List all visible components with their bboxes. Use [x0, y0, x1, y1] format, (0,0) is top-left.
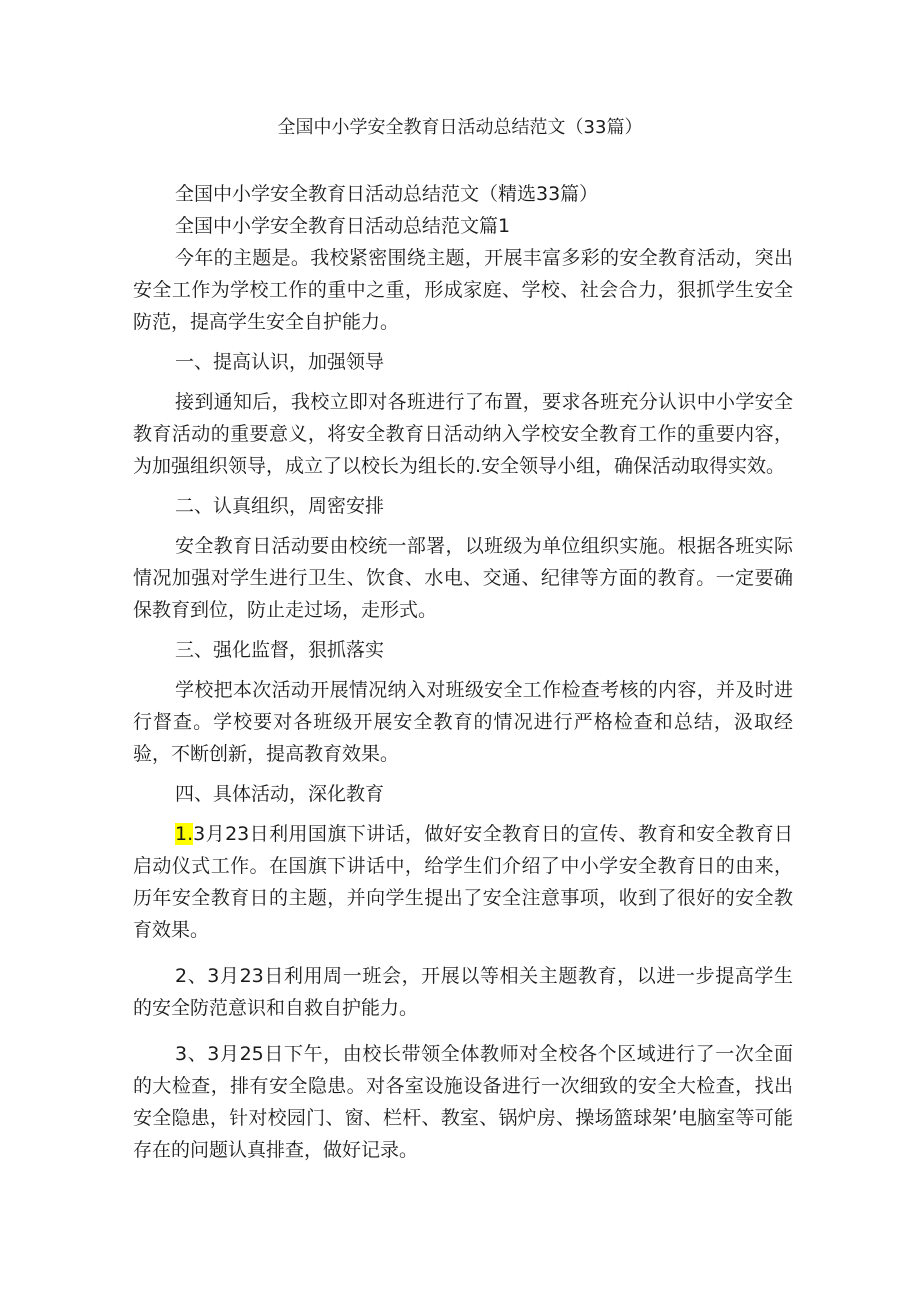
paragraph-intro: 今年的主题是。我校紧密围绕主题，开展丰富多彩的安全教育活动，突出安全工作为学校工作的重中之重，形成家庭、学校、社会合力，狠抓学生安全防范，提高学生安全自护能力。	[133, 247, 793, 333]
heading-one: 一、提高认识，加强领导	[175, 351, 385, 373]
list-item-1	[133, 818, 793, 946]
section-heading: 全国中小学安全教育日活动总结范文篇1	[175, 215, 511, 237]
heading-two: 二、认真组织，周密安排	[175, 495, 385, 517]
list-item-1-text: 3月23日利用国旗下讲话，做好安全教育日的宣传、教育和安全教育日启动仪式工作。在国旗下讲话中，给学生们介绍了中小学安全教育日的由来，历年安全教育日的主题，并向学生提出了安全注意事项，收到了很好的安全教育效果。	[133, 823, 793, 941]
paragraph-two: 安全教育日活动要由校统一部署，以班级为单位组织实施。根据各班实际情况加强对学生进行卫生、饮食、水电、交通、纪律等方面的教育。一定要确保教育到位，防止走过场，走形式。	[133, 535, 793, 621]
highlighted-item-number: 1.	[175, 823, 194, 845]
paragraph-one: 接到通知后，我校立即对各班进行了布置，要求各班充分认识中小学安全教育活动的重要意义，将安全教育日活动纳入学校安全教育工作的重要内容，为加强组织领导，成立了以校长为组长的.安全领导小组，确保活动取得实效。	[133, 391, 793, 477]
document-body	[133, 178, 793, 1166]
list-item-3: 3、3月25日下午，由校长带领全体教师对全校各个区域进行了一次全面的大检查，排有安全隐患。对各室设施设备进行一次细致的安全大检查，找出安全隐患，针对校园门、窗、栏杆、教室、锅炉房、操场篮球架’电脑室等可能存在的问题认真排查，做好记录。	[133, 1043, 793, 1161]
document-title: 全国中小学安全教育日活动总结范文（33篇）	[277, 117, 643, 138]
list-item-2: 2、3月23日利用周一班会，开展以等相关主题教育，以进一步提高学生的安全防范意识和自救自护能力。	[133, 965, 793, 1019]
document-subtitle: 全国中小学安全教育日活动总结范文（精选33篇）	[175, 183, 599, 205]
paragraph-three: 学校把本次活动开展情况纳入对班级安全工作检查考核的内容，并及时进行督查。学校要对各班级开展安全教育的情况进行严格检查和总结，汲取经验，不断创新，提高教育效果。	[133, 679, 793, 765]
heading-four: 四、具体活动，深化教育	[175, 783, 385, 805]
heading-three: 三、强化监督，狠抓落实	[175, 639, 385, 661]
